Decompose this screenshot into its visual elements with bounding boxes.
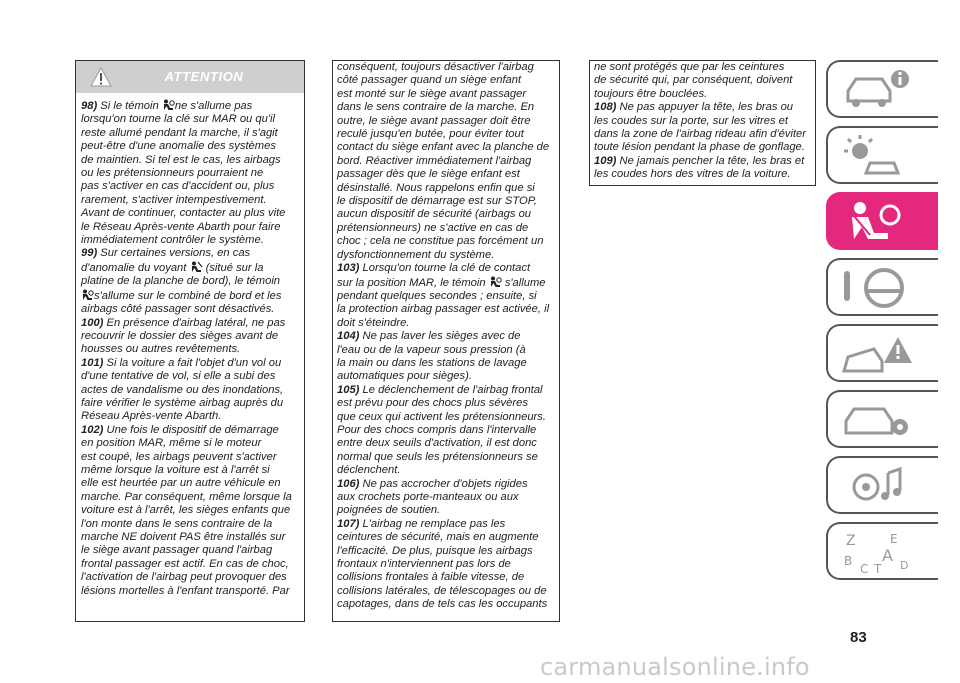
warning-column-3	[589, 60, 816, 186]
airbag-passenger-icon	[489, 276, 502, 288]
svg-text:D: D	[900, 559, 909, 572]
note-102: 102) Une fois le dispositif de démarrage en position MAR, même si le moteur est coupé, les airbags peuvent s'activer même lorsque la voiture est à l'arrêt si elle est heurtée par un autre véhicule en marche. Par conséquent, même lorsque la voiture est à l'arrêt, les sièges enfants que l'on monte dans le sens contraire de la marche NE doivent PAS être installés sur le siège avant passager quand l'airbag frontal passager est actif. En cas de choc, l'activation de l'airbag peut provoquer des lésions mortelles à l'enfant transporté. Par	[81, 423, 292, 597]
alphabetical-index-icon	[838, 529, 918, 575]
tab-car-info[interactable]	[826, 60, 938, 118]
steering-wheel-key-icon	[838, 265, 918, 311]
tab-safety[interactable]	[826, 192, 938, 250]
note-105: 105) Le déclenchement de l'airbag frontal est prévu pour des chocs plus sévères que ceux qui activent les prétensionneurs. Pour des chocs compris dans l'intervalle entre deux seuils d'activation, il est donc normal que seuls les prétensionneurs se déclenchent.	[337, 383, 546, 477]
attention-banner	[76, 61, 304, 93]
multimedia-icon	[838, 463, 918, 509]
tab-maintenance[interactable]	[826, 390, 938, 448]
svg-text:T: T	[874, 562, 882, 575]
watermark: carmanualsonline.info	[540, 653, 810, 681]
tab-index[interactable]	[826, 522, 938, 580]
svg-text:C: C	[860, 562, 869, 575]
note-101: 101) Si la voiture a fait l'objet d'un vol ou d'une tentative de vol, si elle a subi des actes de vandalisme ou des inondations, faire vérifier le système airbag auprès du Réseau Après-vente Abarth.	[81, 356, 284, 423]
note-103: 103) Lorsqu'on tourne la clé de contact sur la position MAR, le témoin s'allume pendant quelques secondes ; ensuite, si la protection airbag passager est activée, il doit s'éteindre.	[337, 262, 550, 329]
note-107: 107) L'airbag ne remplace pas les ceintures de sécurité, mais en augmente l'efficacité. De plus, puisque les airbags frontaux n'interviennent pas lors de collisions frontales à faible vitesse, de collisions latérales, de télescopages ou de capotages, dans de tels cas les occupants	[337, 517, 548, 611]
note-109: 109) Ne jamais pencher la tête, les bras et les coudes hors des vitres de la voiture.	[594, 154, 805, 181]
note-104: 104) Ne pas laver les sièges avec de l'eau ou de la vapeur sous pression (à la main ou dans les stations de lavage automatiques pour sièges).	[337, 330, 527, 383]
note-102-continued: conséquent, toujours désactiver l'airbag côté passager quand un siège enfant est monté sur le siège avant passager dans le sens contraire de la marche. En outre, le siège avant passager doit être reculé jusqu'en butée, pour éviter tout contact du siège enfant avec la planche de bord. Réactiver immédiatement l'airbag passager dès que le siège enfant est désinstallé. Nous rappelons enfin que si le dispositif de démarrage est sur STOP, aucun dispositif de sécurité (airbags ou prétensionneurs) ne s'active en cas de choc ; cela ne constitue pas forcément un dysfonctionnement du système.	[337, 61, 550, 261]
note-100: 100) En présence d'airbag latéral, ne pas recouvrir le dossier des sièges avant de housses ou autres revêtements.	[81, 316, 286, 356]
svg-text:A: A	[882, 546, 893, 565]
airbag-off-icon	[190, 261, 203, 273]
page-number: 83	[850, 629, 867, 646]
tab-multimedia[interactable]	[826, 456, 938, 514]
car-warning-icon	[838, 331, 918, 377]
tab-emergency[interactable]	[826, 324, 938, 382]
tab-starting-driving[interactable]	[826, 258, 938, 316]
warning-column-1	[75, 60, 305, 622]
dashboard-lights-icon	[838, 133, 918, 179]
airbag-passenger-icon	[81, 289, 94, 301]
note-99: 99) Sur certaines versions, en cas d'anomalie du voyant (situé sur la platine de la planche de bord), le témoin s'allume sur le combiné de bord et les airbags côté passager sont désactivés.	[81, 247, 282, 316]
note-98: 98) Si le témoin ne s'allume pas lorsqu'on tourne la clé sur MAR ou qu'il reste allumé pendant la marche, il s'agit peut-être d'une anomalie des systèmes de maintien. Si tel est le cas, les airbags ou les prétensionneurs pourraient ne pas s'activer en cas d'accident ou, plus rarement, s'activer intempestivement. Avant de continuer, contacter au plus vite le Réseau Après-vente Abarth pour faire immédiatement contrôler le système.	[81, 100, 286, 247]
car-info-icon	[838, 67, 918, 113]
svg-text:E: E	[890, 532, 898, 546]
banner-title: ATTENTION	[164, 69, 244, 85]
note-106: 106) Ne pas accrocher d'objets rigides aux crochets porte-manteaux ou aux poignées de soutien.	[337, 477, 528, 517]
car-service-icon	[838, 397, 918, 443]
svg-text:B: B	[844, 554, 853, 568]
note-107-continued: ne sont protégés que par les ceintures de sécurité qui, par conséquent, doivent toujours être bouclées.	[594, 61, 793, 100]
seatbelt-airbag-icon	[838, 199, 918, 245]
warning-column-2	[332, 60, 560, 622]
note-108: 108) Ne pas appuyer la tête, les bras ou les coudes sur la porte, sur les vitres et dans la zone de l'airbag rideau afin d'éviter toute lésion pendant la phase de gonflage.	[594, 101, 806, 154]
airbag-passenger-icon	[162, 99, 175, 111]
svg-text:Z: Z	[846, 533, 856, 549]
tab-dashboard-lights[interactable]	[826, 126, 938, 184]
